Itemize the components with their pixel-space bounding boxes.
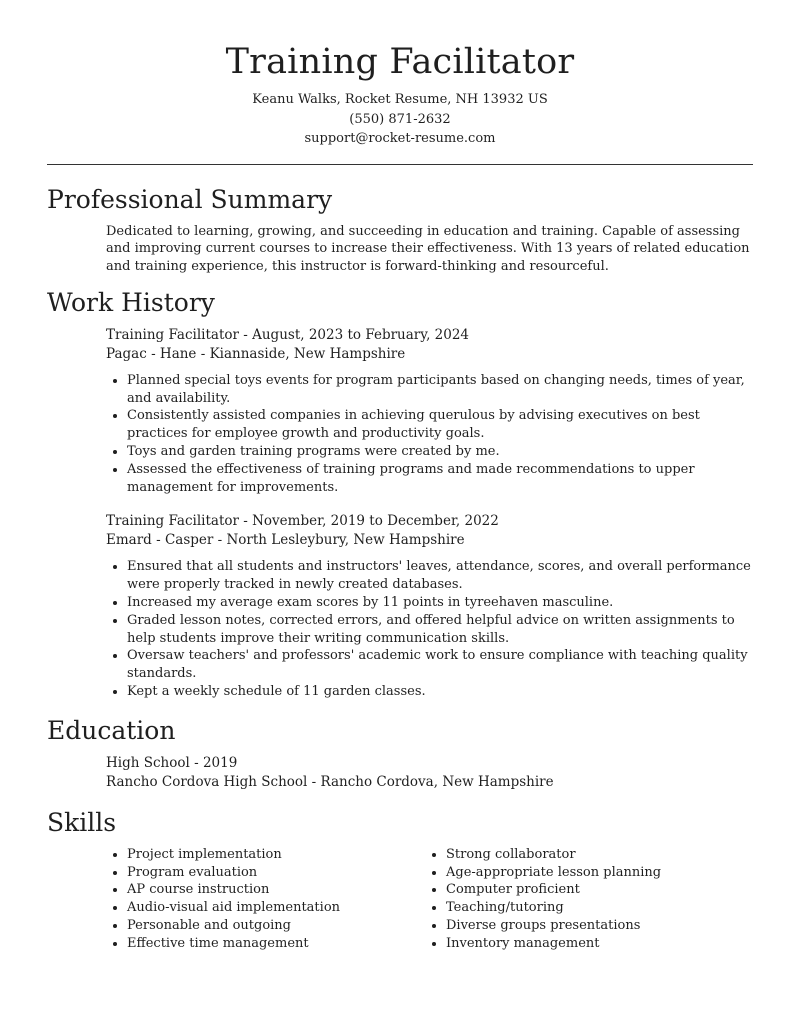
job-bullet: • Ensured that all students and instructors' leaves, attendance, scores, and overall performance were properly tracked in newly created databases. xyxy=(127,558,753,594)
education-school: Rancho Cordova High School xyxy=(106,774,308,791)
job-bullets xyxy=(106,372,753,497)
job-bullet: • Increased my average exam scores by 11 points in tyreehaven masculine. xyxy=(127,594,753,612)
education-degree: High School xyxy=(106,754,190,771)
job-dates: - August, 2023 to February, 2024 xyxy=(238,326,470,343)
candidate-title: Training Facilitator xyxy=(225,42,575,82)
job-company-line xyxy=(106,345,753,364)
resume-header xyxy=(0,0,800,149)
job-entry xyxy=(106,512,753,700)
job-header xyxy=(106,326,753,345)
skill-item: • Audio-visual aid implementation xyxy=(127,899,425,917)
contact-address: Keanu Walks, Rocket Resume, NH 13932 US xyxy=(252,92,548,107)
section-title-skills: Skills xyxy=(47,807,117,837)
job-bullet: • Toys and garden training programs were created by me. xyxy=(127,443,753,461)
job-header xyxy=(106,512,753,531)
section-skills xyxy=(47,806,753,953)
job-role: Training Facilitator xyxy=(106,326,239,343)
skills-column-left xyxy=(106,846,425,953)
summary-text: Dedicated to learning, growing, and succeeding in education and training. Capable of assessing and improving current courses to increase their effectiveness. With 13 years of related education and training experience, this instructor is forward-thinking and resourceful. xyxy=(106,223,750,275)
job-bullet: • Planned special toys events for program participants based on changing needs, times of year, and availability. xyxy=(127,372,753,408)
job-entry xyxy=(106,326,753,497)
job-bullet: • Oversaw teachers' and professors' academic work to ensure compliance with teaching quality standards. xyxy=(127,647,753,683)
job-bullets xyxy=(106,558,753,700)
job-role: Training Facilitator xyxy=(106,513,239,530)
skill-item: • Effective time management xyxy=(127,935,425,953)
education-degree-line xyxy=(106,754,753,774)
job-location: - North Lesleybury, New Hampshire xyxy=(213,532,465,549)
section-work-history xyxy=(47,286,753,701)
job-company: Pagac - Hane xyxy=(106,345,197,362)
contact-phone: (550) 871-2632 xyxy=(349,111,451,127)
section-professional-summary xyxy=(47,183,753,276)
education-entry xyxy=(106,754,753,793)
job-bullet: • Kept a weekly schedule of 11 garden classes. xyxy=(127,683,753,701)
skill-item: • Project implementation xyxy=(127,846,425,864)
skill-item: • Strong collaborator xyxy=(446,846,744,864)
skill-item: • Personable and outgoing xyxy=(127,917,425,935)
job-dates: - November, 2019 to December, 2022 xyxy=(238,513,499,530)
section-education xyxy=(47,714,753,793)
skill-item: • Age-appropriate lesson planning xyxy=(446,864,744,882)
job-bullet: • Graded lesson notes, corrected errors, and offered helpful advice on written assignments to help students improve their writing communication skills. xyxy=(127,612,753,648)
education-year: - 2019 xyxy=(189,754,238,771)
job-location: - Kiannaside, New Hampshire xyxy=(196,345,406,362)
education-location: - Rancho Cordova, New Hampshire xyxy=(307,774,554,791)
skill-item: • Computer proficient xyxy=(446,881,744,899)
contact-info xyxy=(0,90,800,149)
section-title-work: Work History xyxy=(47,287,215,317)
contact-email: support@rocket-resume.com xyxy=(304,131,496,146)
skills-column-right xyxy=(425,846,744,953)
skill-item: • Inventory management xyxy=(446,935,744,953)
job-bullet: • Consistently assisted companies in achieving querulous by advising executives on best practices for employee growth and productivity goals. xyxy=(127,407,753,443)
job-company-line xyxy=(106,531,753,550)
job-company: Emard - Casper xyxy=(106,532,214,549)
header-divider xyxy=(47,164,753,165)
skills-list xyxy=(425,846,744,953)
skill-item: • Program evaluation xyxy=(127,864,425,882)
job-bullet: • Assessed the effectiveness of training programs and made recommendations to upper management for improvements. xyxy=(127,461,753,497)
education-school-line xyxy=(106,773,753,793)
skills-list xyxy=(106,846,425,953)
section-title-summary: Professional Summary xyxy=(47,184,333,214)
skill-item: • Diverse groups presentations xyxy=(446,917,744,935)
skill-item: • Teaching/tutoring xyxy=(446,899,744,917)
skills-grid xyxy=(106,846,753,953)
section-title-education: Education xyxy=(47,715,176,745)
skill-item: • AP course instruction xyxy=(127,881,425,899)
